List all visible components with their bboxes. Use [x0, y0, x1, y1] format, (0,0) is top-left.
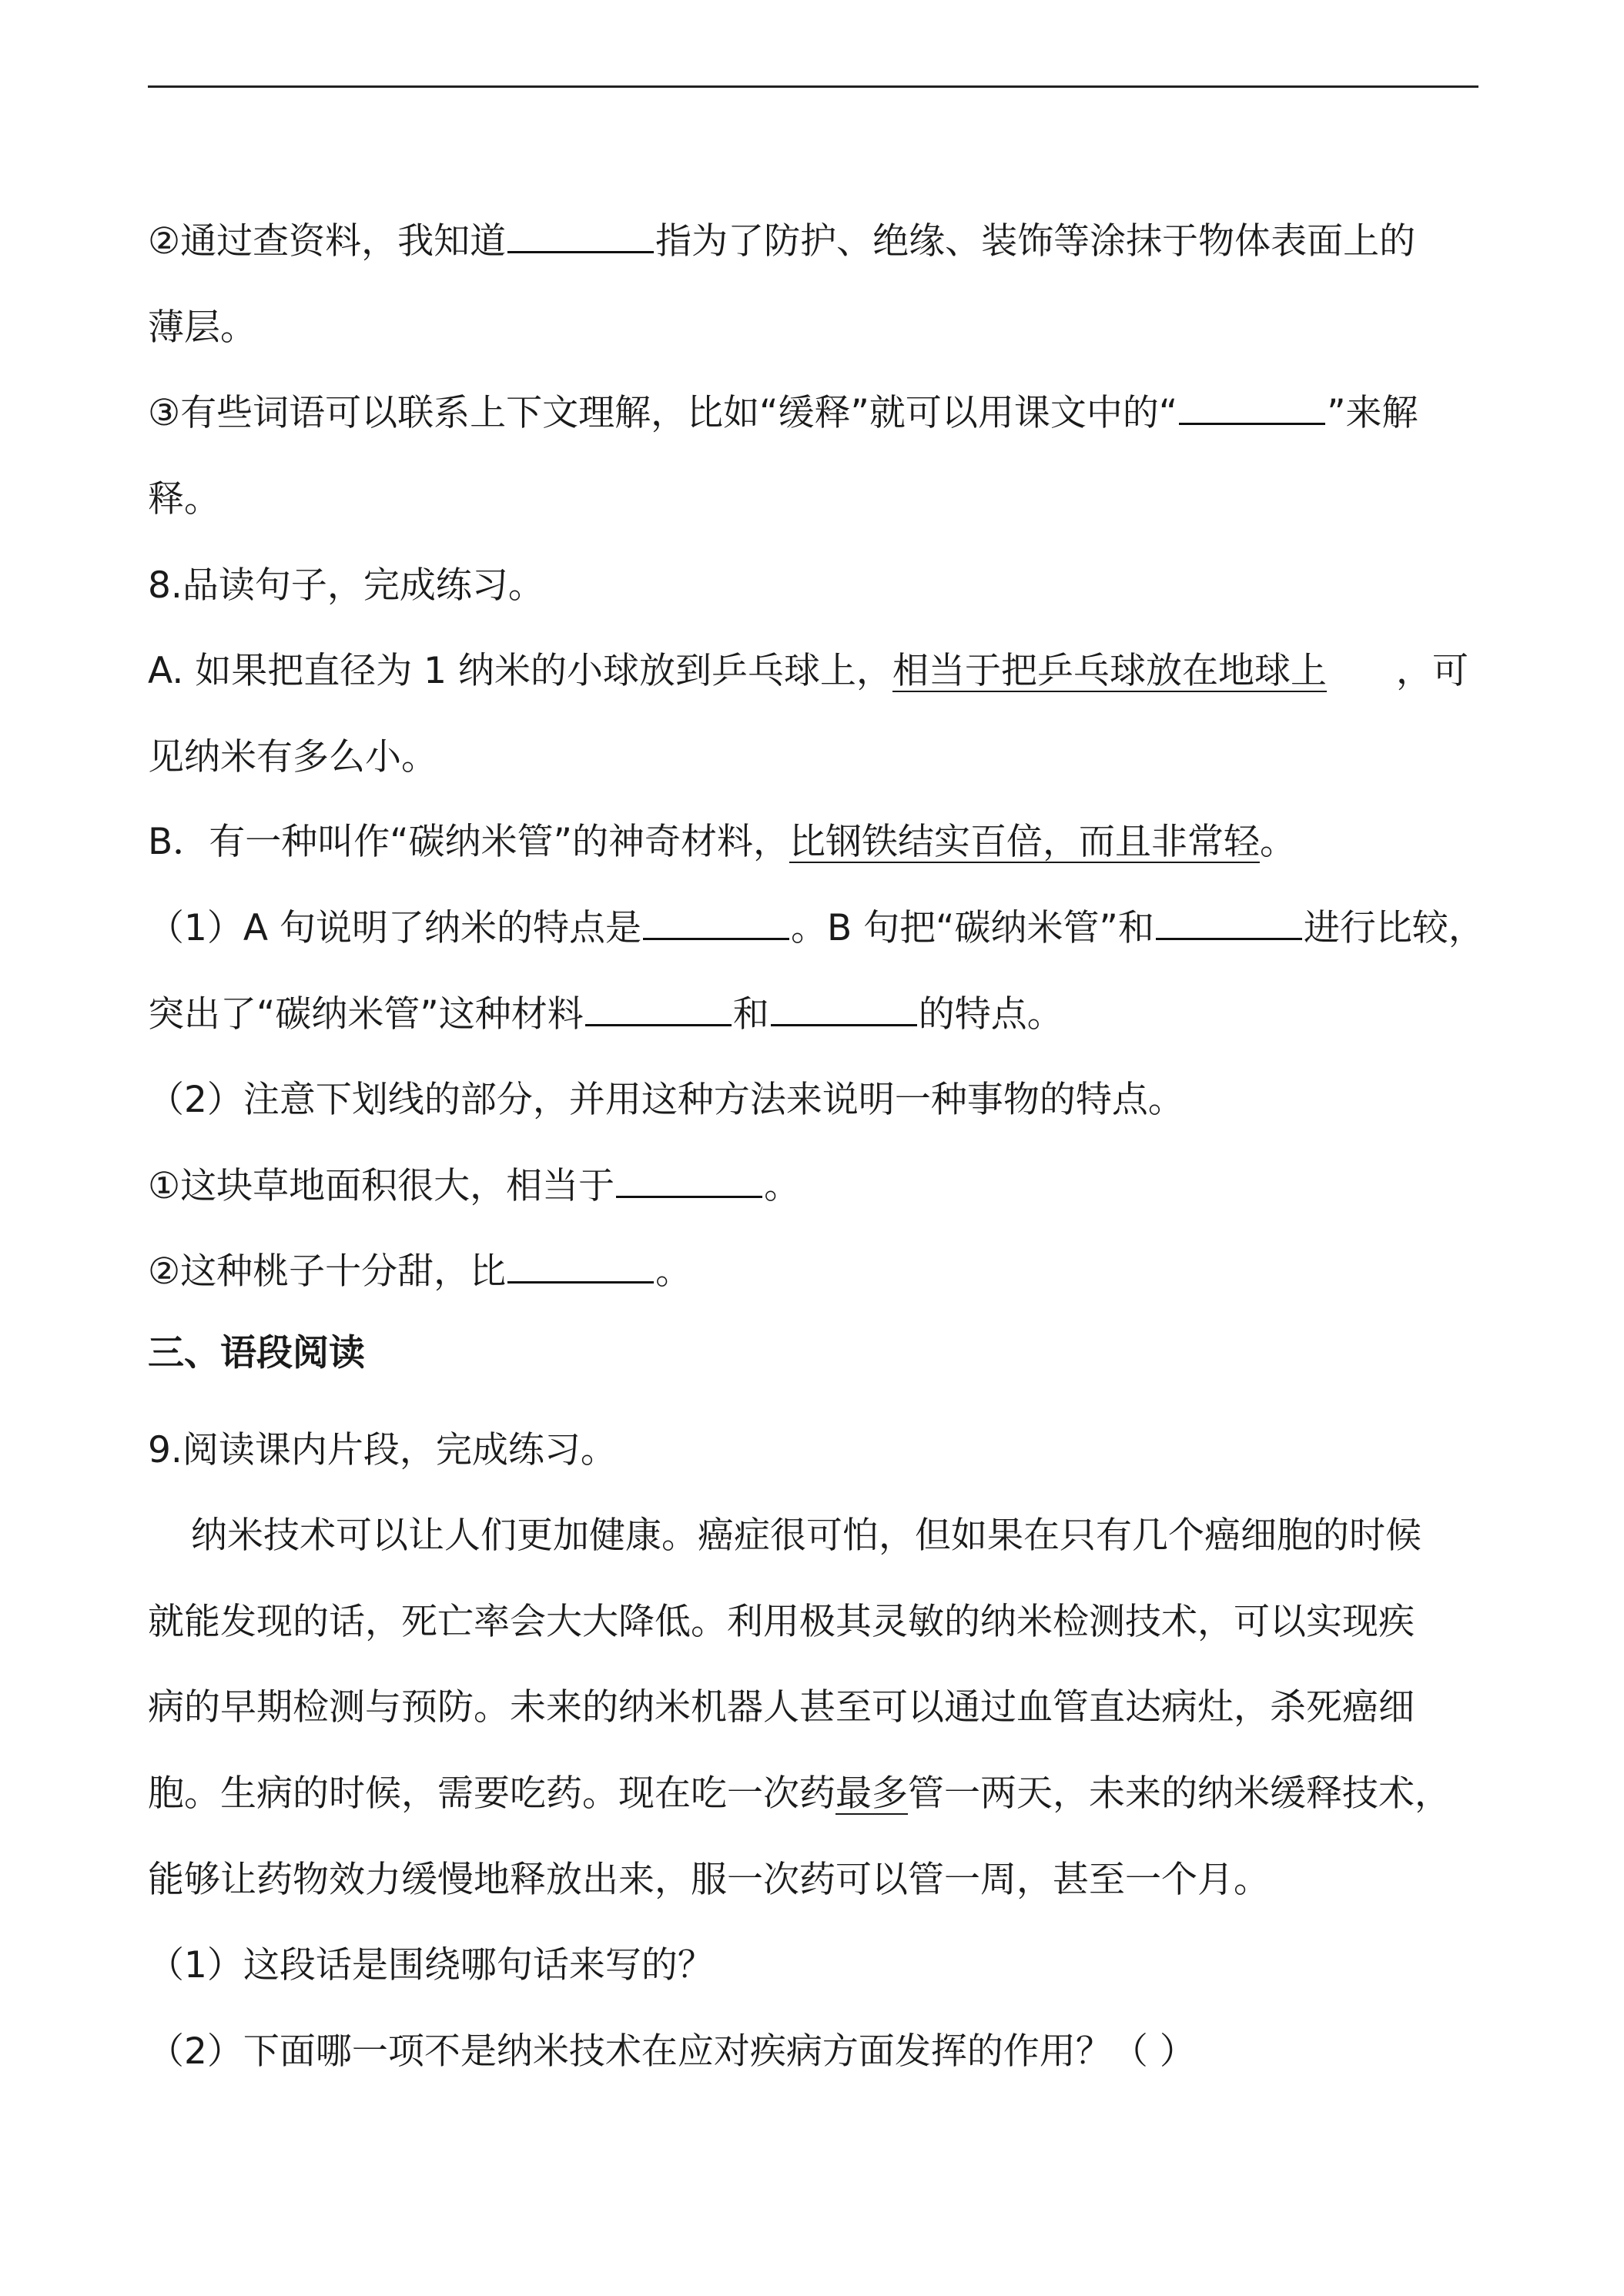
underlined-text: 相当于把乒乓球放在地球上 — [892, 650, 1327, 692]
text: （1）A 句说明了纳米的特点是 — [148, 907, 641, 949]
text: 三、语段阅读 — [148, 1332, 365, 1374]
text: 。 — [655, 1250, 692, 1293]
text: 的特点。 — [918, 993, 1063, 1036]
text: 管一两天，未来的纳米缓释技术， — [908, 1772, 1451, 1815]
header-rule — [148, 85, 1478, 88]
text: ②通过查资料，我知道 — [148, 220, 507, 263]
answer-blank[interactable] — [616, 1165, 762, 1198]
text: （2）注意下划线的部分，并用这种方法来说明一种事物的特点。 — [148, 1079, 1184, 1121]
text: 。B 句把“碳纳米管”和 — [791, 907, 1154, 949]
text: 释。 — [148, 478, 220, 520]
answer-blank[interactable] — [771, 993, 917, 1026]
line-q7-2-cont — [148, 303, 1480, 353]
text: 。 — [764, 1165, 801, 1207]
text: 9.阅读课内片段，完成练习。 — [148, 1429, 617, 1471]
sub-question-1 — [148, 904, 1485, 953]
reading-question-2 — [148, 2027, 1480, 2077]
answer-blank[interactable] — [507, 1250, 654, 1284]
passage-line-3 — [148, 1683, 1480, 1732]
text: 突出了“碳纳米管”这种材料 — [148, 993, 584, 1036]
answer-blank[interactable] — [585, 993, 732, 1026]
text: B．有一种叫作“碳纳米管”的神奇材料， — [148, 821, 789, 863]
text: 能够让药物效力缓慢地释放出来，服一次药可以管一周，甚至一个月。 — [148, 1859, 1270, 1901]
answer-blank[interactable] — [507, 220, 654, 253]
text: 病的早期检测与预防。未来的纳米机器人甚至可以通过血管直达病灶，杀死癌细 — [148, 1686, 1415, 1729]
line-q7-2 — [148, 217, 1480, 266]
text: ③有些词语可以联系上下文理解，比如“缓释”就可以用课文中的“ — [148, 392, 1178, 434]
answer-blank[interactable] — [1179, 392, 1325, 425]
sub-question-1-cont — [148, 990, 1480, 1039]
text: （2）下面哪一项不是纳米技术在应对疾病方面发挥的作用？（ ） — [148, 2030, 1196, 2073]
passage-line-4 — [148, 1769, 1480, 1819]
text: 薄层。 — [148, 306, 256, 349]
underlined-text: 最多 — [835, 1772, 908, 1815]
text: 进行比较， — [1303, 907, 1485, 949]
text: 和 — [732, 993, 769, 1036]
text: ”来解 — [1327, 392, 1418, 434]
text: 纳米技术可以让人们更加健康。癌症很可怕，但如果在只有几个癌细胞的时候 — [191, 1514, 1421, 1557]
text: 8.品读句子，完成练习。 — [148, 564, 544, 607]
text: （1）这段话是围绕哪句话来写的？ — [148, 1944, 714, 1986]
text: 。 — [1259, 821, 1296, 863]
section-heading — [148, 1329, 1480, 1378]
underlined-text: 比钢铁结实百倍，而且非常轻 — [789, 821, 1260, 863]
text: 胞。生病的时候，需要吃药。现在吃一次药 — [148, 1772, 835, 1815]
text: ②这种桃子十分甜，比 — [148, 1250, 507, 1293]
sentence-a — [148, 647, 1480, 696]
text: 就能发现的话，死亡率会大大降低。利用极其灵敏的纳米检测技术，可以实现疾 — [148, 1601, 1415, 1643]
sub-question-2-item-2 — [148, 1247, 1480, 1297]
sub-question-2-item-1 — [148, 1162, 1480, 1211]
text: A. 如果把直径为 1 纳米的小球放到乒乓球上， — [148, 650, 892, 692]
line-q7-3-cont — [148, 475, 1480, 524]
text: ①这块草地面积很大，相当于 — [148, 1165, 615, 1207]
question-8-title — [148, 561, 1480, 611]
text: ，可 — [1396, 650, 1468, 692]
text: 指为了防护、绝缘、装饰等涂抹于物体表面上的 — [655, 220, 1416, 263]
passage-line-2 — [148, 1598, 1480, 1647]
sentence-a-cont — [148, 733, 1480, 782]
passage-line-5 — [148, 1856, 1480, 1905]
line-q7-3 — [148, 389, 1480, 438]
text: 见纳米有多么小。 — [148, 736, 437, 778]
reading-question-1 — [148, 1941, 1480, 1990]
answer-blank[interactable] — [1156, 907, 1302, 940]
question-9-title — [148, 1426, 1480, 1475]
sentence-b — [148, 818, 1480, 867]
answer-blank[interactable] — [643, 907, 789, 940]
sub-question-2 — [148, 1076, 1480, 1125]
passage-line-1 — [191, 1511, 1478, 1561]
